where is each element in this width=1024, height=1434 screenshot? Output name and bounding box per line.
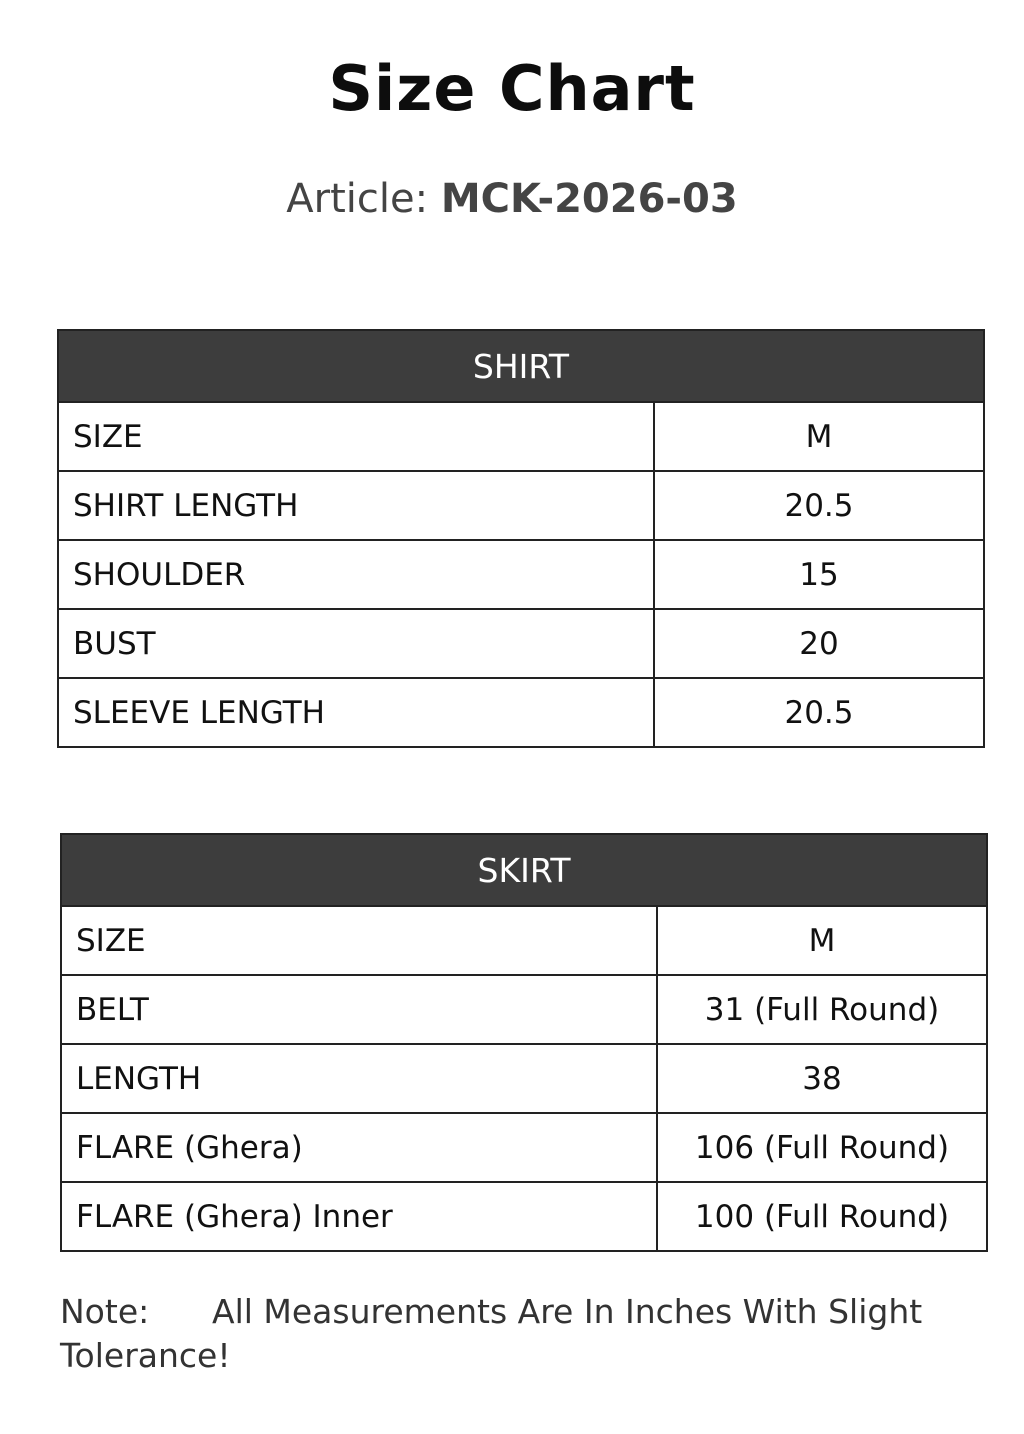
skirt-row-label: BELT <box>61 975 657 1044</box>
table-row <box>58 678 984 747</box>
shirt-row-label: SHOULDER <box>58 540 654 609</box>
note-text: All Measurements Are In Inches With Slight Tolerance! <box>60 1292 923 1375</box>
shirt-heading: SHIRT <box>58 330 984 402</box>
article-line <box>0 176 1024 222</box>
skirt-row-value: 38 <box>657 1044 987 1113</box>
shirt-row-value: 20.5 <box>654 471 984 540</box>
skirt-header-row <box>61 834 987 906</box>
skirt-row-label: LENGTH <box>61 1044 657 1113</box>
table-row <box>58 402 984 471</box>
table-row <box>61 975 987 1044</box>
skirt-row-value: 31 (Full Round) <box>657 975 987 1044</box>
skirt-row-value: M <box>657 906 987 975</box>
shirt-row-value: 15 <box>654 540 984 609</box>
shirt-row-value: 20 <box>654 609 984 678</box>
shirt-row-value: 20.5 <box>654 678 984 747</box>
table-row <box>58 471 984 540</box>
table-row <box>58 540 984 609</box>
note-label: Note: <box>60 1292 150 1331</box>
skirt-row-value: 106 (Full Round) <box>657 1113 987 1182</box>
skirt-size-table <box>60 833 988 1252</box>
table-row <box>61 1113 987 1182</box>
skirt-row-label: FLARE (Ghera) Inner <box>61 1182 657 1251</box>
table-row <box>58 609 984 678</box>
shirt-row-label: SIZE <box>58 402 654 471</box>
measurement-note <box>60 1290 960 1378</box>
skirt-row-label: SIZE <box>61 906 657 975</box>
table-row <box>61 906 987 975</box>
shirt-row-value: M <box>654 402 984 471</box>
skirt-heading: SKIRT <box>61 834 987 906</box>
skirt-row-label: FLARE (Ghera) <box>61 1113 657 1182</box>
shirt-row-label: SHIRT LENGTH <box>58 471 654 540</box>
article-code: MCK-2026-03 <box>440 176 738 222</box>
skirt-row-value: 100 (Full Round) <box>657 1182 987 1251</box>
table-row <box>61 1182 987 1251</box>
shirt-row-label: BUST <box>58 609 654 678</box>
shirt-size-table <box>57 329 985 748</box>
article-label: Article: <box>286 176 429 222</box>
page-title: Size Chart <box>328 52 696 125</box>
table-row <box>61 1044 987 1113</box>
shirt-header-row <box>58 330 984 402</box>
shirt-row-label: SLEEVE LENGTH <box>58 678 654 747</box>
